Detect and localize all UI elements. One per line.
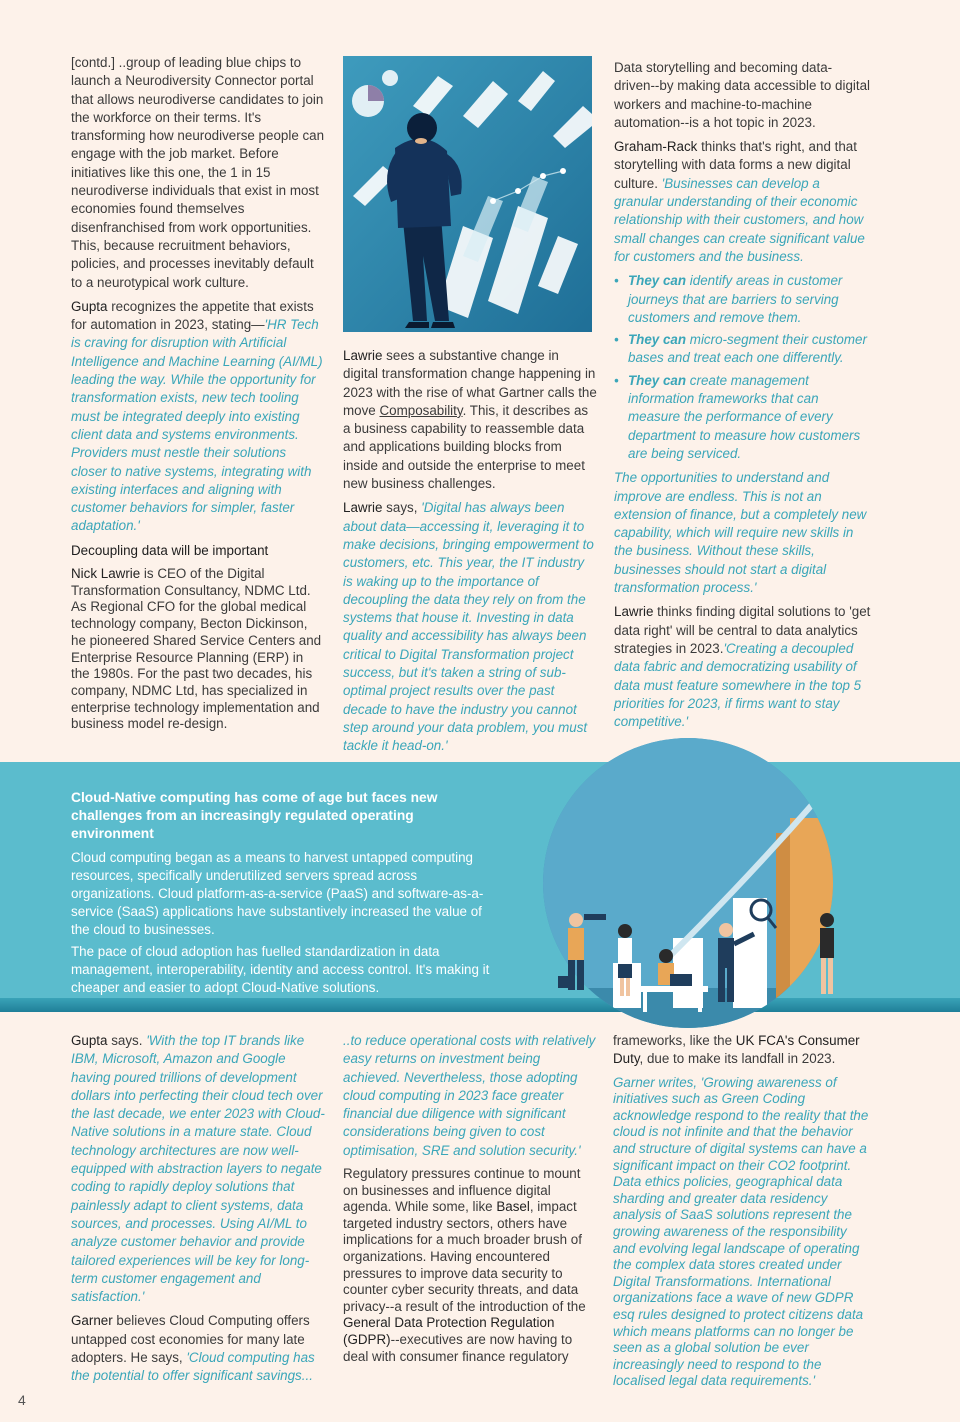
speaker-name: Gupta [71,1033,108,1048]
quote: 'Creating a decoupled data fabric and democratizing usability of data must feature somewhere in the top 5 priorities for 2023, if firms want to stay competitive.' [614,640,862,730]
text: frameworks, like the [613,1033,736,1048]
bullet-lead: They can [628,332,687,348]
speaker-name: Nick Lawrie [71,566,141,582]
speaker-name: Gupta [71,298,108,314]
quote: 'With the top IT brands like IBM, Microsoft, Amazon and Google having poured trillions of development dollars into perfecting their cloud tech over the last decade, we enter 2023 with Cloud-Native solutions in a mature state. Cloud technology architectures are now well-equipped with abstraction layers to negate coding to rapidly deploy solutions that painlessly adapt to client systems, data sources, and processes. Using AI/ML to analyze customer behavior and provide tailored experiences will be key for long-term customer engagement and satisfaction.' [71,1033,325,1305]
paragraph [343,1166,597,1365]
term: General Data Protection Regulation (GDPR) [343,1315,555,1348]
paragraph: Data storytelling and becoming data-driven--by making data accessible to digital workers and machine-to-machine automation--is a hot topic in 2023. [614,60,871,130]
list-item [614,272,872,327]
banner-text [71,789,499,1001]
quote: 'Businesses can develop a granular understanding of their economic relationship with their customers, and how small changes can create significant value for customers and the business. [614,175,865,264]
speaker-name: Lawrie [614,604,654,620]
text: , due to make its landfall in 2023. [639,1051,836,1067]
column-2 [343,347,597,762]
bullet-lead: They can [628,372,687,388]
composability-link[interactable]: Composability [379,402,463,418]
quote: The opportunities to understand and improve are endless. This is not an extension of finance, but a completely new capability, which will require new skills in the business. Without these skills, businesses should not start a digital transformation process.' [614,470,867,596]
banner-paragraph: Cloud computing began as a means to harvest untapped computing resources, specifically underutilized servers spread across organizations. Cloud platform-as-a-service (PaaS) and software-as-a-service (SaaS) applications have substantively increased the value of the cloud to businesses. [71,850,484,937]
bullet-text: identify areas in customer journeys that are barriers to serving customers and remove them. [628,273,843,325]
text: thinks that's right, and that storytelling with data forms a new digital culture. [614,139,857,191]
column-5 [343,1032,597,1371]
bullet-text: create management information frameworks that can measure the performance of every department to measure how customers are being serviced. [628,372,861,461]
quote: 'Digital has always been about data—accessing it, leveraging it to make decisions, bringing empowerment to customers, etc. This year, the IT industry is waking up to the importance of decoupling the data they rely on from the systems that house it. Investing in data quality and accessibility has always been critical to Digital Transformation project success, but it's taken a string of sub-optimal project results over the past decade to have the industry you cannot step around your data problem, you must tackle it head-on.' [343,500,594,754]
paragraph [614,138,872,266]
text: . This, it describes as a business capability to reassemble data and applications building blocks from inside and outside the enterprise to meet new business challenges. [343,402,589,492]
capability-list [614,272,872,463]
text: sees a substantive change in digital transformation change happening in 2023 with the rise of what Gartner calls the move [343,348,597,418]
text: thinks finding digital solutions to 'get data right' will be central to data analytics strategies in 2023. [614,604,871,656]
paragraph [343,347,597,493]
business-team-illustration [518,738,858,1028]
bullet-lead: They can [628,273,687,289]
quote: 'Cloud computing has the potential to offer significant savings... [71,1350,315,1384]
column-4 [71,1032,325,1392]
text: believes Cloud Computing offers untapped cost economies for many late adopters. He says, [71,1313,310,1366]
term: Basel [496,1199,530,1215]
text: --executives are now having to deal with consumer finance regulatory [343,1332,573,1364]
text: is CEO of the Digital Transformation Consultancy, NDMC Ltd. As Regional CFO for the global medical technology company, Becton Dickinson, he pioneered Shared Service Centers and Enterprise Resource Planning (ERP) in the 1980s. For the past two decades, his company, NDMC Ltd, has specialized in enterprise technology implementation and business model re-design. [71,566,322,732]
banner-paragraph: The pace of cloud adoption has fuelled standardization in data management, interoperability, identity and access control. It's making it cheaper and easier to adopt Cloud-Native solutions. [71,944,490,995]
page-number: 4 [18,1392,26,1408]
hero-illustration [343,56,592,332]
column-1 [71,54,325,739]
speaker-name: Lawrie [343,500,383,516]
bullet-text: micro-segment their customer bases and treat each one differently. [628,332,867,366]
paragraph [613,1032,871,1069]
column-6 [613,1032,871,1396]
quote: ..to reduce operational costs with relatively easy returns on investment being achieved. Nevertheless, those adopting cloud computing in 2023 face greater financial due diligence with significant considerations being given to cost optimisation, SRE and solution security.' [343,1033,596,1158]
text: Regulatory pressures continue to mount on businesses and influence digital agenda. While some, like [343,1166,581,1215]
quote: 'HR Tech is craving for disruption with Artificial Intelligence and Machine Learning (AI/ML) leading the way. While the opportunity for transformation exists, new tech tooling must be integrated deeply into existing client data and systems environments. Providers must nestle their solutions closer to native systems, integrating with existing interfaces and aligning with customer behaviors for simpler, faster adaptation.' [71,317,323,534]
list-item [614,372,872,463]
section-heading: Decoupling data will be important [71,542,269,558]
paragraph [71,298,325,536]
text: says. [107,1033,147,1048]
list-item [614,331,872,368]
text: recognizes the appetite that exists for automation in 2023, stating— [71,298,314,333]
paragraph [343,499,597,755]
speaker-name: Garner [71,1313,113,1329]
paragraph [71,1312,325,1385]
paragraph [614,603,872,731]
speaker-name: Lawrie [343,348,383,363]
paragraph [71,1032,325,1306]
column-3 [614,59,872,737]
paragraph: [contd.] ..group of leading blue chips to launch a Neurodiversity Connector portal that allows neurodiverse candidates to join the workforce on their terms. It's transforming how neurodiverse people can engage with the job market. Before initiatives like this one, the 1 in 15 neurodiverse individuals that exist in most economies found themselves disenfranchised from work opportunities. This, because recruitment behaviors, policies, and processes inevitably default to a neurotypical work culture. [71,55,325,290]
speaker-name: Graham-Rack [614,139,698,155]
term: UK FCA's Consumer Duty [613,1033,860,1067]
banner-title: Cloud-Native computing has come of age but faces new challenges from an increasingly regulated operating environment [71,790,438,841]
text: says, [382,500,422,516]
paragraph [71,566,325,733]
text: , impact targeted industry sectors, others have implications for a much broader brush of organizations. Having encountered pressures to improve data security to counter cyber security threats, and data privacy--a result of the introduction of the [343,1199,586,1314]
quote: Garner writes, 'Growing awareness of initiatives such as Green Coding acknowledge respond to the reality that the cloud is not infinite and that the behavior and structure of digital systems can have a significant impact on their CO2 footprint. Data ethics policies, geographical data sharding and greater data residency analysis of SaaS solutions represent the growing awareness of the responsibility and evolving legal landscape of operating the complex data stores created under Digital Transformations. International organizations face a wave of new GDPR esq rules designed to protect citizens data which means platforms can no longer be seen as a global solution be ever increasingly need to respond to the localised legal data requirements.' [613,1074,869,1389]
